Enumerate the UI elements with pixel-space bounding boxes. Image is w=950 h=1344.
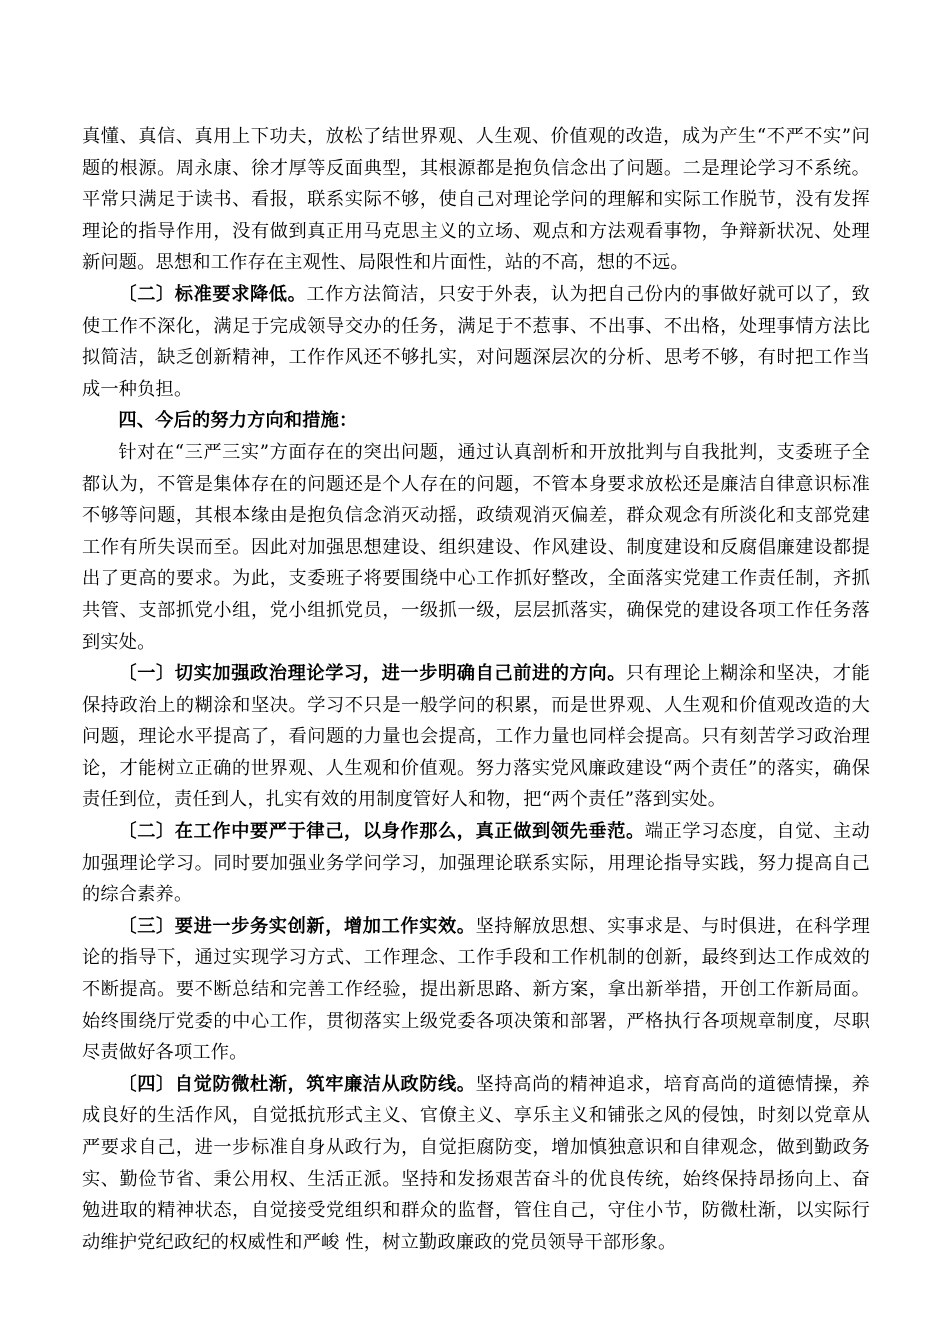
paragraph-measure-4 [82, 1069, 870, 1259]
paragraph-measure-3 [82, 911, 870, 1069]
paragraph-lead: 〔二〕标准要求降低。 [118, 283, 307, 305]
paragraph-text: 只有理论上糊涂和坚决，才能保持政治上的糊涂和坚决。学习不只是一般学问的积累，而是世界观、人生观和价值观改造的大问题，理论水平提高了，看问题的力量也会提高，工作力量也同样会提高。只有刻苦学习政治理论，才能树立正确的世界观、人生观和价值观。努力落实党风廉政建设“两个责任”的落实，确保责任到位，责任到人，扎实有效的用制度管好人和物，把“两个责任”落到实处。 [82, 663, 870, 811]
paragraph-standards-lowered [82, 279, 870, 405]
paragraph-lead: 〔二〕在工作中要严于律己，以身作那么，真正做到领先垂范。 [118, 821, 645, 843]
paragraph-text: 端正学习态度，自觉、主动加强理论学习。同时要加强业务学问学习，加强理论联系实际，用理论指导实践，努力提高自己的综合素养。 [82, 821, 870, 906]
paragraph-lead: 〔一〕切实加强政治理论学习，进一步明确自己前进的方向。 [118, 663, 626, 685]
paragraph-text: 真懂、真信、真用上下功夫，放松了结世界观、人生观、价值观的改造，成为产生“不严不实”问题的根源。周永康、徐才厚等反面典型，其根源都是抱负信念出了问题。二是理论学习不系统。平常只满足于读书、看报，联系实际不够，使自己对理论学问的理解和实际工作脱节，没有发挥理论的指导作用，没有做到真正用马克思主义的立场、观点和方法观看事物，争辩新状况、处理新问题。思想和工作存在主观性、局限性和片面性，站的不高，想的不远。 [82, 126, 870, 274]
paragraph-text: 工作方法简洁，只安于外表，认为把自己份内的事做好就可以了，致使工作不深化，满足于完成领导交办的任务，满足于不惹事、不出事、不出格，处理事情方法比拟简洁，缺乏创新精神，工作作风还不够扎实，对问题深层次的分析、思考不够，有时把工作当成一种负担。 [82, 283, 870, 400]
paragraph-measure-2 [82, 816, 870, 911]
paragraph-text: 坚持高尚的精神追求，培育高尚的道德情操，养成良好的生活作风，自觉抵抗形式主义、官僚主义、享乐主义和铺张之风的侵蚀，时刻以党章从严要求自己，进一步标准自身从政行为，自觉拒腐防变，增加慎独意识和自律观念，做到勤政务实、勤俭节省、秉公用权、生活正派。坚持和发扬艰苦奋斗的优良传统，始终保持昂扬向上、奋勉进取的精神状态，自觉接受党组织和群众的监督，管住自己，守住小节，防微杜渐，以实际行动维护党纪政纪的权威性和严峻 性，树立勤政廉政的党员领导干部形象。 [82, 1073, 871, 1253]
paragraph-measure-1 [82, 658, 870, 816]
paragraph-text: 针对在“三严三实”方面存在的突出问题，通过认真剖析和开放批判与自我批判，支委班子全都认为，不管是集体存在的问题还是个人存在的问题，不管本身要求放松还是廉洁自律意识标准不够等问题，其根本缘由是抱负信念消灭动摇，政绩观消灭偏差，群众观念有所淡化和支部党建工作有所失误而至。因此对加强思想建设、组织建设、作风建设、制度建设和反腐倡廉建设都提出了更高的要求。为此，支委班子将要围绕中心工作抓好整改，全面落实党建工作责任制，齐抓共管、支部抓党小组，党小组抓党员，一级抓一级，层层抓落实，确保党的建设各项工作任务落到实处。 [82, 441, 870, 653]
paragraph-summary [82, 437, 870, 658]
paragraph-intro-continued [82, 121, 870, 279]
section-heading-future-direction [82, 405, 870, 437]
paragraph-lead: 〔四〕自觉防微杜渐，筑牢廉洁从政防线。 [118, 1073, 476, 1095]
paragraph-lead: 〔三〕要进一步务实创新，增加工作实效。 [118, 915, 476, 937]
paragraph-text: 坚持解放思想、实事求是、与时俱进，在科学理论的指导下，通过实现学习方式、工作理念、工作手段和工作机制的创新，最终到达工作成效的不断提高。要不断总结和完善工作经验，提出新思路、新方案，拿出新举措，开创工作新局面。始终围绕厅党委的中心工作，贯彻落实上级党委各项决策和部署，严格执行各项规章制度，尽职尽责做好各项工作。 [82, 915, 871, 1064]
section-heading-text: 四、今后的努力方向和措施： [118, 410, 358, 432]
document-page [82, 121, 870, 1258]
